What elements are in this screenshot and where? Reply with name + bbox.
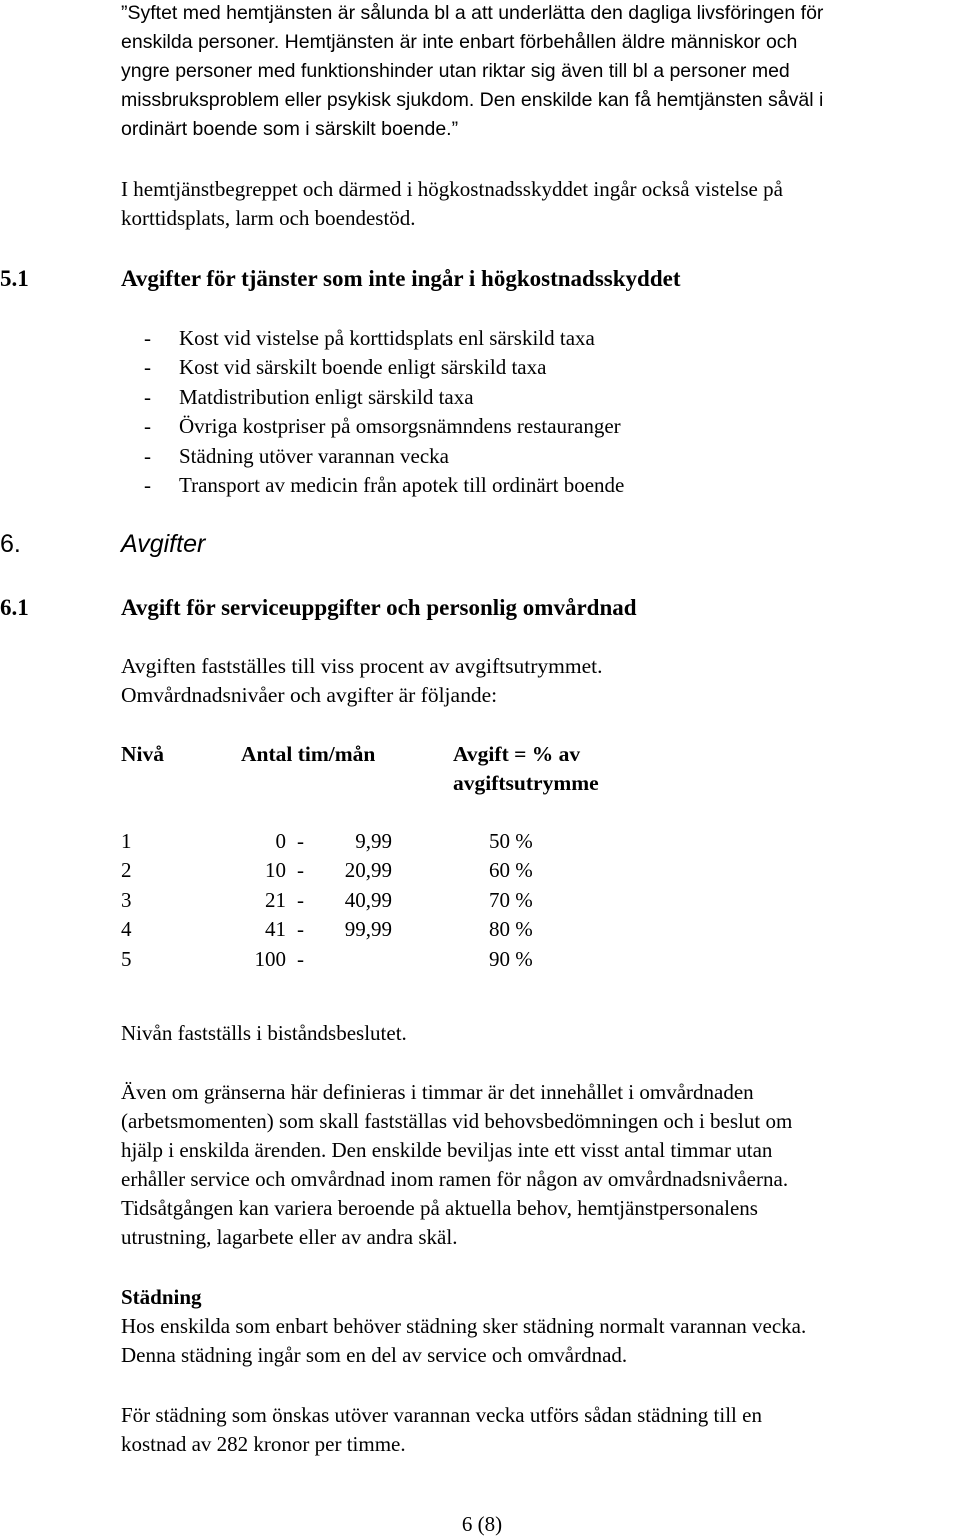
text-line: ordinärt boende som i särskilt boende.” bbox=[121, 118, 459, 140]
list-item-text: Övriga kostpriser på omsorgsnämndens restauranger bbox=[179, 414, 621, 439]
text-line: utrustning, lagarbete eller av andra skäl. bbox=[121, 1225, 458, 1249]
table-header-fee-line: Avgift = % av bbox=[453, 742, 581, 766]
text-line: Denna städning ingår som en del av service och omvårdnad. bbox=[121, 1343, 628, 1367]
section-title: Avgifter bbox=[121, 530, 206, 558]
text-line: För städning som önskas utöver varannan vecka utförs sådan städning till en bbox=[121, 1403, 762, 1427]
list-dash: - bbox=[144, 414, 151, 439]
list-item bbox=[144, 324, 624, 353]
cleaning-heading: Städning bbox=[121, 1285, 202, 1309]
text-line: Tidsåtgången kan variera beroende på aktuella behov, hemtjänstpersonalens bbox=[121, 1196, 758, 1220]
home-care-scope-paragraph bbox=[121, 175, 956, 233]
cell-hours-from: 21 bbox=[265, 888, 286, 912]
cell-percent: 60 % bbox=[489, 858, 533, 882]
list-dash: - bbox=[144, 384, 151, 409]
text-line: ”Syftet med hemtjänsten är sålunda bl a att underlätta den dagliga livsföringen för bbox=[121, 2, 824, 24]
fee-intro-paragraph bbox=[121, 652, 956, 710]
level-note: Nivån fastställs i biståndsbeslutet. bbox=[121, 1021, 407, 1045]
table-header-level: Nivå bbox=[121, 742, 164, 766]
list-item-text: Transport av medicin från apotek till ordinärt boende bbox=[179, 472, 625, 497]
table-header-fee bbox=[453, 740, 599, 798]
section-number: 6. bbox=[0, 530, 21, 558]
list-dash: - bbox=[144, 472, 151, 497]
list-item bbox=[144, 442, 624, 471]
text-line: yngre personer med funktionshinder utan riktar sig även till bl a personer med bbox=[121, 60, 790, 82]
cell-hours-to: 99,99 bbox=[344, 917, 392, 941]
list-item bbox=[144, 353, 624, 382]
section-number: 6.1 bbox=[0, 595, 29, 620]
cell-hours-from: 10 bbox=[265, 858, 286, 882]
section-6-heading bbox=[0, 530, 205, 559]
section-5-1-heading bbox=[0, 264, 680, 293]
section-title: Avgifter för tjänster som inte ingår i högkostnadsskyddet bbox=[121, 266, 681, 291]
text-line: (arbetsmomenten) som skall fastställas vid behovsbedömningen och i beslut om bbox=[121, 1109, 793, 1133]
section-number: 5.1 bbox=[0, 266, 29, 291]
text-line: enskilda personer. Hemtjänsten är inte enbart förbehållen äldre människor och bbox=[121, 31, 798, 53]
section-title: Avgift för serviceuppgifter och personlig omvårdnad bbox=[121, 595, 637, 620]
cell-hours-dash: - bbox=[297, 829, 304, 853]
text-line: I hemtjänstbegreppet och därmed i högkostnadsskyddet ingår också vistelse på bbox=[121, 177, 783, 201]
table-header-fee-line: avgiftsutrymme bbox=[453, 771, 599, 795]
list-item-text: Städning utöver varannan vecka bbox=[179, 443, 449, 468]
list-item bbox=[144, 471, 624, 500]
cell-level: 3 bbox=[121, 888, 132, 912]
cell-hours-from: 0 bbox=[275, 829, 286, 853]
cell-hours-to: 9,99 bbox=[355, 829, 392, 853]
list-item-text: Kost vid särskilt boende enligt särskild taxa bbox=[179, 355, 547, 380]
text-line: Även om gränserna här definieras i timmar är det innehållet i omvårdnaden bbox=[121, 1080, 754, 1104]
cell-hours-dash: - bbox=[297, 888, 304, 912]
cell-level: 4 bbox=[121, 917, 132, 941]
cell-hours-from: 41 bbox=[265, 917, 286, 941]
cell-hours-to: 40,99 bbox=[344, 888, 392, 912]
text-line: Hos enskilda som enbart behöver städning sker städning normalt varannan vecka. bbox=[121, 1314, 807, 1338]
text-line: Avgiften fastställes till viss procent av avgiftsutrymmet. bbox=[121, 654, 603, 678]
text-line: Omvårdnadsnivåer och avgifter är följande: bbox=[121, 683, 498, 707]
cell-hours-from: 100 bbox=[254, 947, 286, 971]
text-line: hjälp i enskilda ärenden. Den enskilde beviljas inte ett visst antal timmar utan bbox=[121, 1138, 773, 1162]
cell-hours-dash: - bbox=[297, 947, 304, 971]
text-line: kostnad av 282 kronor per timme. bbox=[121, 1432, 406, 1456]
cell-level: 5 bbox=[121, 947, 132, 971]
cell-percent: 90 % bbox=[489, 947, 533, 971]
cell-level: 1 bbox=[121, 829, 132, 853]
cell-percent: 70 % bbox=[489, 888, 533, 912]
list-dash: - bbox=[144, 355, 151, 380]
list-item-text: Matdistribution enligt särskild taxa bbox=[179, 384, 474, 409]
text-line: korttidsplats, larm och boendestöd. bbox=[121, 206, 416, 230]
list-dash: - bbox=[144, 443, 151, 468]
cleaning-section bbox=[121, 1283, 956, 1370]
text-line: erhåller service och omvårdnad inom ramen för någon av omvårdnadsnivåerna. bbox=[121, 1167, 789, 1191]
cell-percent: 50 % bbox=[489, 829, 533, 853]
cell-hours-dash: - bbox=[297, 917, 304, 941]
cell-hours-to: 20,99 bbox=[344, 858, 392, 882]
cell-level: 2 bbox=[121, 858, 132, 882]
text-line: missbruksproblem eller psykisk sjukdom. Den enskilde kan få hemtjänsten såväl i bbox=[121, 89, 824, 111]
list-dash: - bbox=[144, 326, 151, 350]
page-number: 6 (8) bbox=[461, 1512, 503, 1536]
table-header-hours: Antal tim/mån bbox=[241, 742, 376, 766]
excluded-fees-list bbox=[144, 324, 624, 500]
cell-hours-dash: - bbox=[297, 858, 304, 882]
list-item-text: Kost vid vistelse på korttidsplats enl särskild taxa bbox=[179, 326, 595, 350]
extra-cleaning-paragraph bbox=[121, 1401, 956, 1459]
list-item bbox=[144, 412, 624, 441]
section-6-1-heading bbox=[0, 593, 637, 622]
intro-quote-paragraph bbox=[121, 0, 956, 144]
hours-paragraph bbox=[121, 1078, 956, 1252]
list-item bbox=[144, 383, 624, 412]
cell-percent: 80 % bbox=[489, 917, 533, 941]
